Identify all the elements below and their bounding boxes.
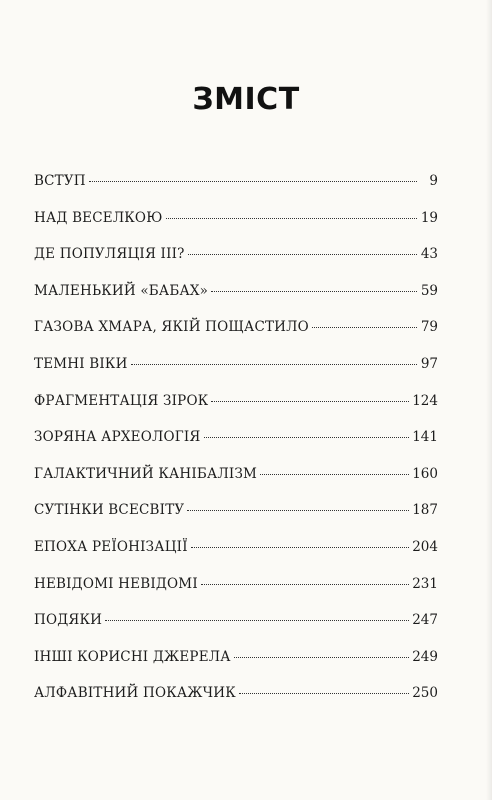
- toc-page-number: 141: [412, 429, 438, 446]
- dot-leader: [211, 401, 409, 402]
- toc-entry: [34, 612, 438, 649]
- toc-entry: [34, 246, 438, 283]
- dot-leader: [234, 657, 410, 658]
- toc-entry: [34, 649, 438, 686]
- toc-entry: [34, 539, 438, 576]
- dot-leader: [131, 364, 417, 365]
- toc-entry-title: ЕПОХА РЕЇОНІЗАЦІЇ: [34, 538, 188, 555]
- page-title: ЗМІСТ: [192, 82, 300, 118]
- toc-entry: [34, 210, 438, 247]
- toc-page-number: 160: [412, 465, 438, 482]
- toc-entry: [34, 502, 438, 539]
- dot-leader: [239, 693, 409, 694]
- toc-entry-title: НАД ВЕСЕЛКОЮ: [34, 209, 163, 226]
- toc-entry: [34, 356, 438, 393]
- toc-page-number: 79: [420, 319, 438, 336]
- toc-entry-title: ДЕ ПОПУЛЯЦІЯ ІІІ?: [34, 246, 185, 263]
- toc-page-number: 124: [412, 392, 438, 409]
- page-edge-shadow: [486, 0, 492, 800]
- dot-leader: [211, 291, 417, 292]
- toc-entry: [34, 319, 438, 356]
- dot-leader: [191, 547, 409, 548]
- toc-page-number: 97: [420, 355, 438, 372]
- table-of-contents: [34, 173, 438, 722]
- toc-entry-title: ЗОРЯНА АРХЕОЛОГІЯ: [34, 429, 201, 446]
- toc-entry-title: ВСТУП: [34, 173, 86, 189]
- toc-page-number: 19: [420, 209, 438, 226]
- toc-entry-title: ФРАГМЕНТАЦІЯ ЗІРОК: [34, 392, 209, 409]
- toc-entry: [34, 429, 438, 466]
- dot-leader: [89, 181, 417, 182]
- toc-entry: [34, 393, 438, 430]
- toc-entry-title: СУТІНКИ ВСЕСВІТУ: [34, 502, 185, 519]
- toc-entry-title: ПОДЯКИ: [34, 612, 103, 629]
- toc-page-number: 250: [412, 685, 438, 702]
- toc-entry: [34, 283, 438, 320]
- dot-leader: [187, 510, 409, 511]
- toc-entry-title: АЛФАВІТНИЙ ПОКАЖЧИК: [34, 685, 236, 702]
- dot-leader: [204, 437, 410, 438]
- dot-leader: [188, 254, 417, 255]
- toc-entry-title: ТЕМНІ ВІКИ: [34, 355, 128, 372]
- toc-entry-title: ГАЛАКТИЧНИЙ КАНІБАЛІЗМ: [34, 465, 258, 482]
- toc-entry-title: МАЛЕНЬКИЙ «БАБАХ»: [34, 282, 209, 299]
- toc-entry: [34, 576, 438, 613]
- toc-page-number: 59: [420, 282, 438, 299]
- toc-entry-title: НЕВІДОМІ НЕВІДОМІ: [34, 575, 198, 592]
- toc-entry: [34, 466, 438, 503]
- toc-page-number: 249: [412, 648, 438, 665]
- dot-leader: [105, 620, 409, 621]
- dot-leader: [312, 327, 417, 328]
- toc-page-number: 187: [412, 502, 438, 519]
- dot-leader: [166, 218, 417, 219]
- toc-page-number: 9: [429, 173, 438, 189]
- toc-page-number: 247: [412, 612, 438, 629]
- dot-leader: [201, 584, 409, 585]
- toc-entry: [34, 685, 438, 722]
- toc-page-number: 231: [412, 575, 438, 592]
- dot-leader: [260, 474, 409, 475]
- toc-page-number: 43: [420, 246, 438, 263]
- toc-entry-title: ІНШІ КОРИСНІ ДЖЕРЕЛА: [34, 648, 231, 665]
- toc-entry-title: ГАЗОВА ХМАРА, ЯКІЙ ПОЩАСТИЛО: [34, 319, 309, 336]
- toc-entry: [34, 173, 438, 210]
- toc-page-number: 204: [412, 538, 438, 555]
